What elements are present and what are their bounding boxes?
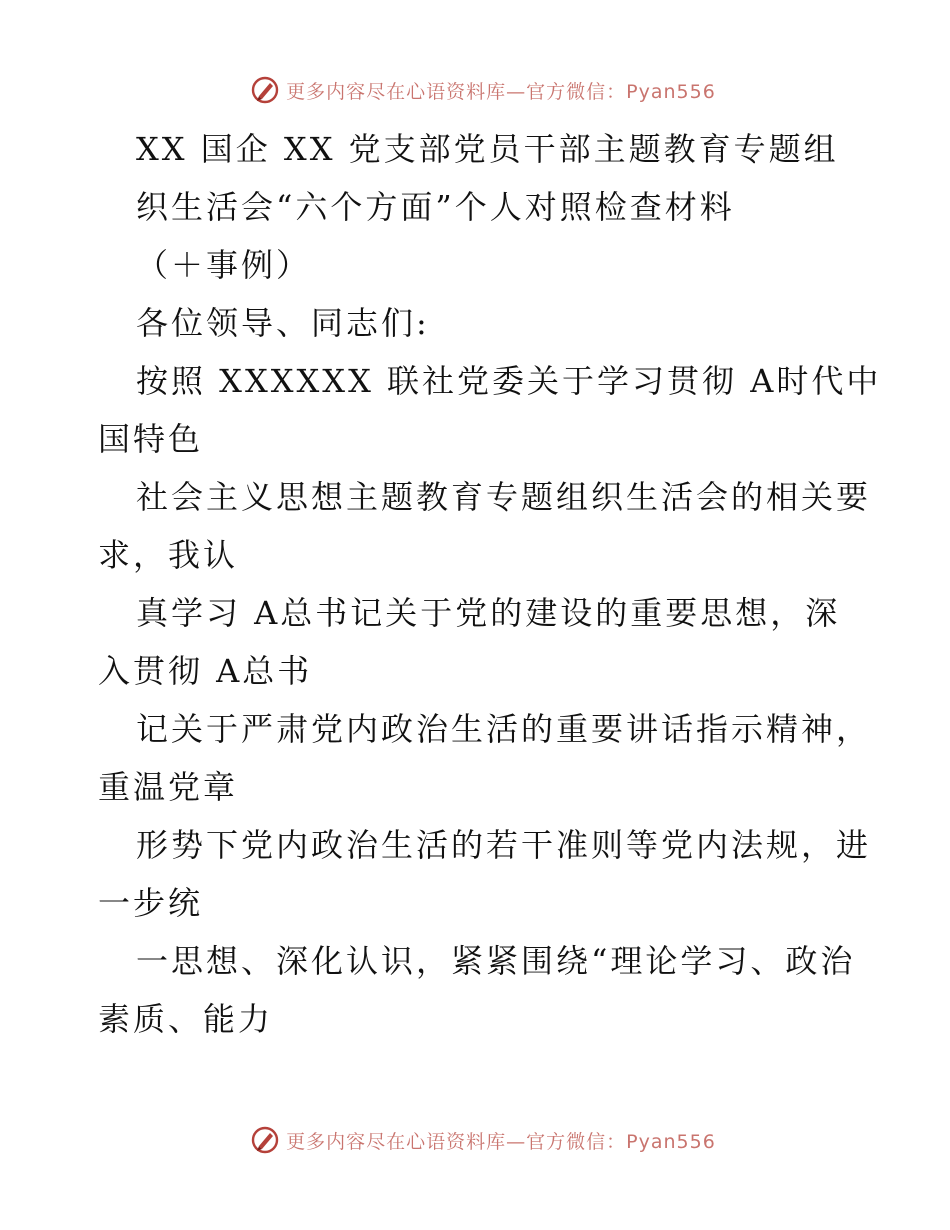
paragraph-line: 素质、能力 bbox=[98, 1000, 274, 1038]
paragraph-line: 求，我认 bbox=[98, 536, 239, 574]
greeting: 各位领导、同志们: bbox=[136, 304, 430, 342]
document-title-line-2: 织生活会“六个方面”个人对照检查材料 bbox=[136, 188, 735, 226]
paragraph-line: 重温党章 bbox=[98, 768, 239, 806]
paragraph-line: 形势下党内政治生活的若干准则等党内法规，进 bbox=[136, 826, 872, 864]
paragraph-line: 入贯彻 A总书 bbox=[98, 652, 313, 690]
paragraph-line: 真学习 A总书记关于党的建设的重要思想，深 bbox=[136, 594, 841, 632]
pen-logo-icon bbox=[250, 1125, 280, 1155]
document-body bbox=[98, 120, 882, 1048]
wechat-id: Pyan556 bbox=[626, 1130, 716, 1153]
document-title-line-1: XX 国企 XX 党支部党员干部主题教育专题组 bbox=[136, 130, 839, 168]
paragraph-line: 一思想、深化认识，紧紧围绕“理论学习、政治 bbox=[136, 942, 856, 980]
paragraph-line: 记关于严肃党内政治生活的重要讲话指示精神， bbox=[136, 710, 872, 748]
footer-banner bbox=[0, 1120, 950, 1160]
banner-text: 更多内容尽在心语资料库—官方微信：Pyan556 bbox=[286, 80, 716, 103]
paragraph-line: 一步统 bbox=[98, 884, 204, 922]
paragraph-line: 国特色 bbox=[98, 420, 204, 458]
wechat-id: Pyan556 bbox=[626, 80, 716, 103]
pen-logo-icon bbox=[250, 75, 280, 105]
document-title-line-3: （＋事例） bbox=[136, 246, 312, 284]
paragraph-line: 按照 XXXXXX 联社党委关于学习贯彻 A时代中 bbox=[136, 362, 882, 400]
paragraph-line: 社会主义思想主题教育专题组织生活会的相关要 bbox=[136, 478, 872, 516]
header-banner bbox=[0, 70, 950, 110]
banner-text: 更多内容尽在心语资料库—官方微信：Pyan556 bbox=[286, 1130, 716, 1153]
